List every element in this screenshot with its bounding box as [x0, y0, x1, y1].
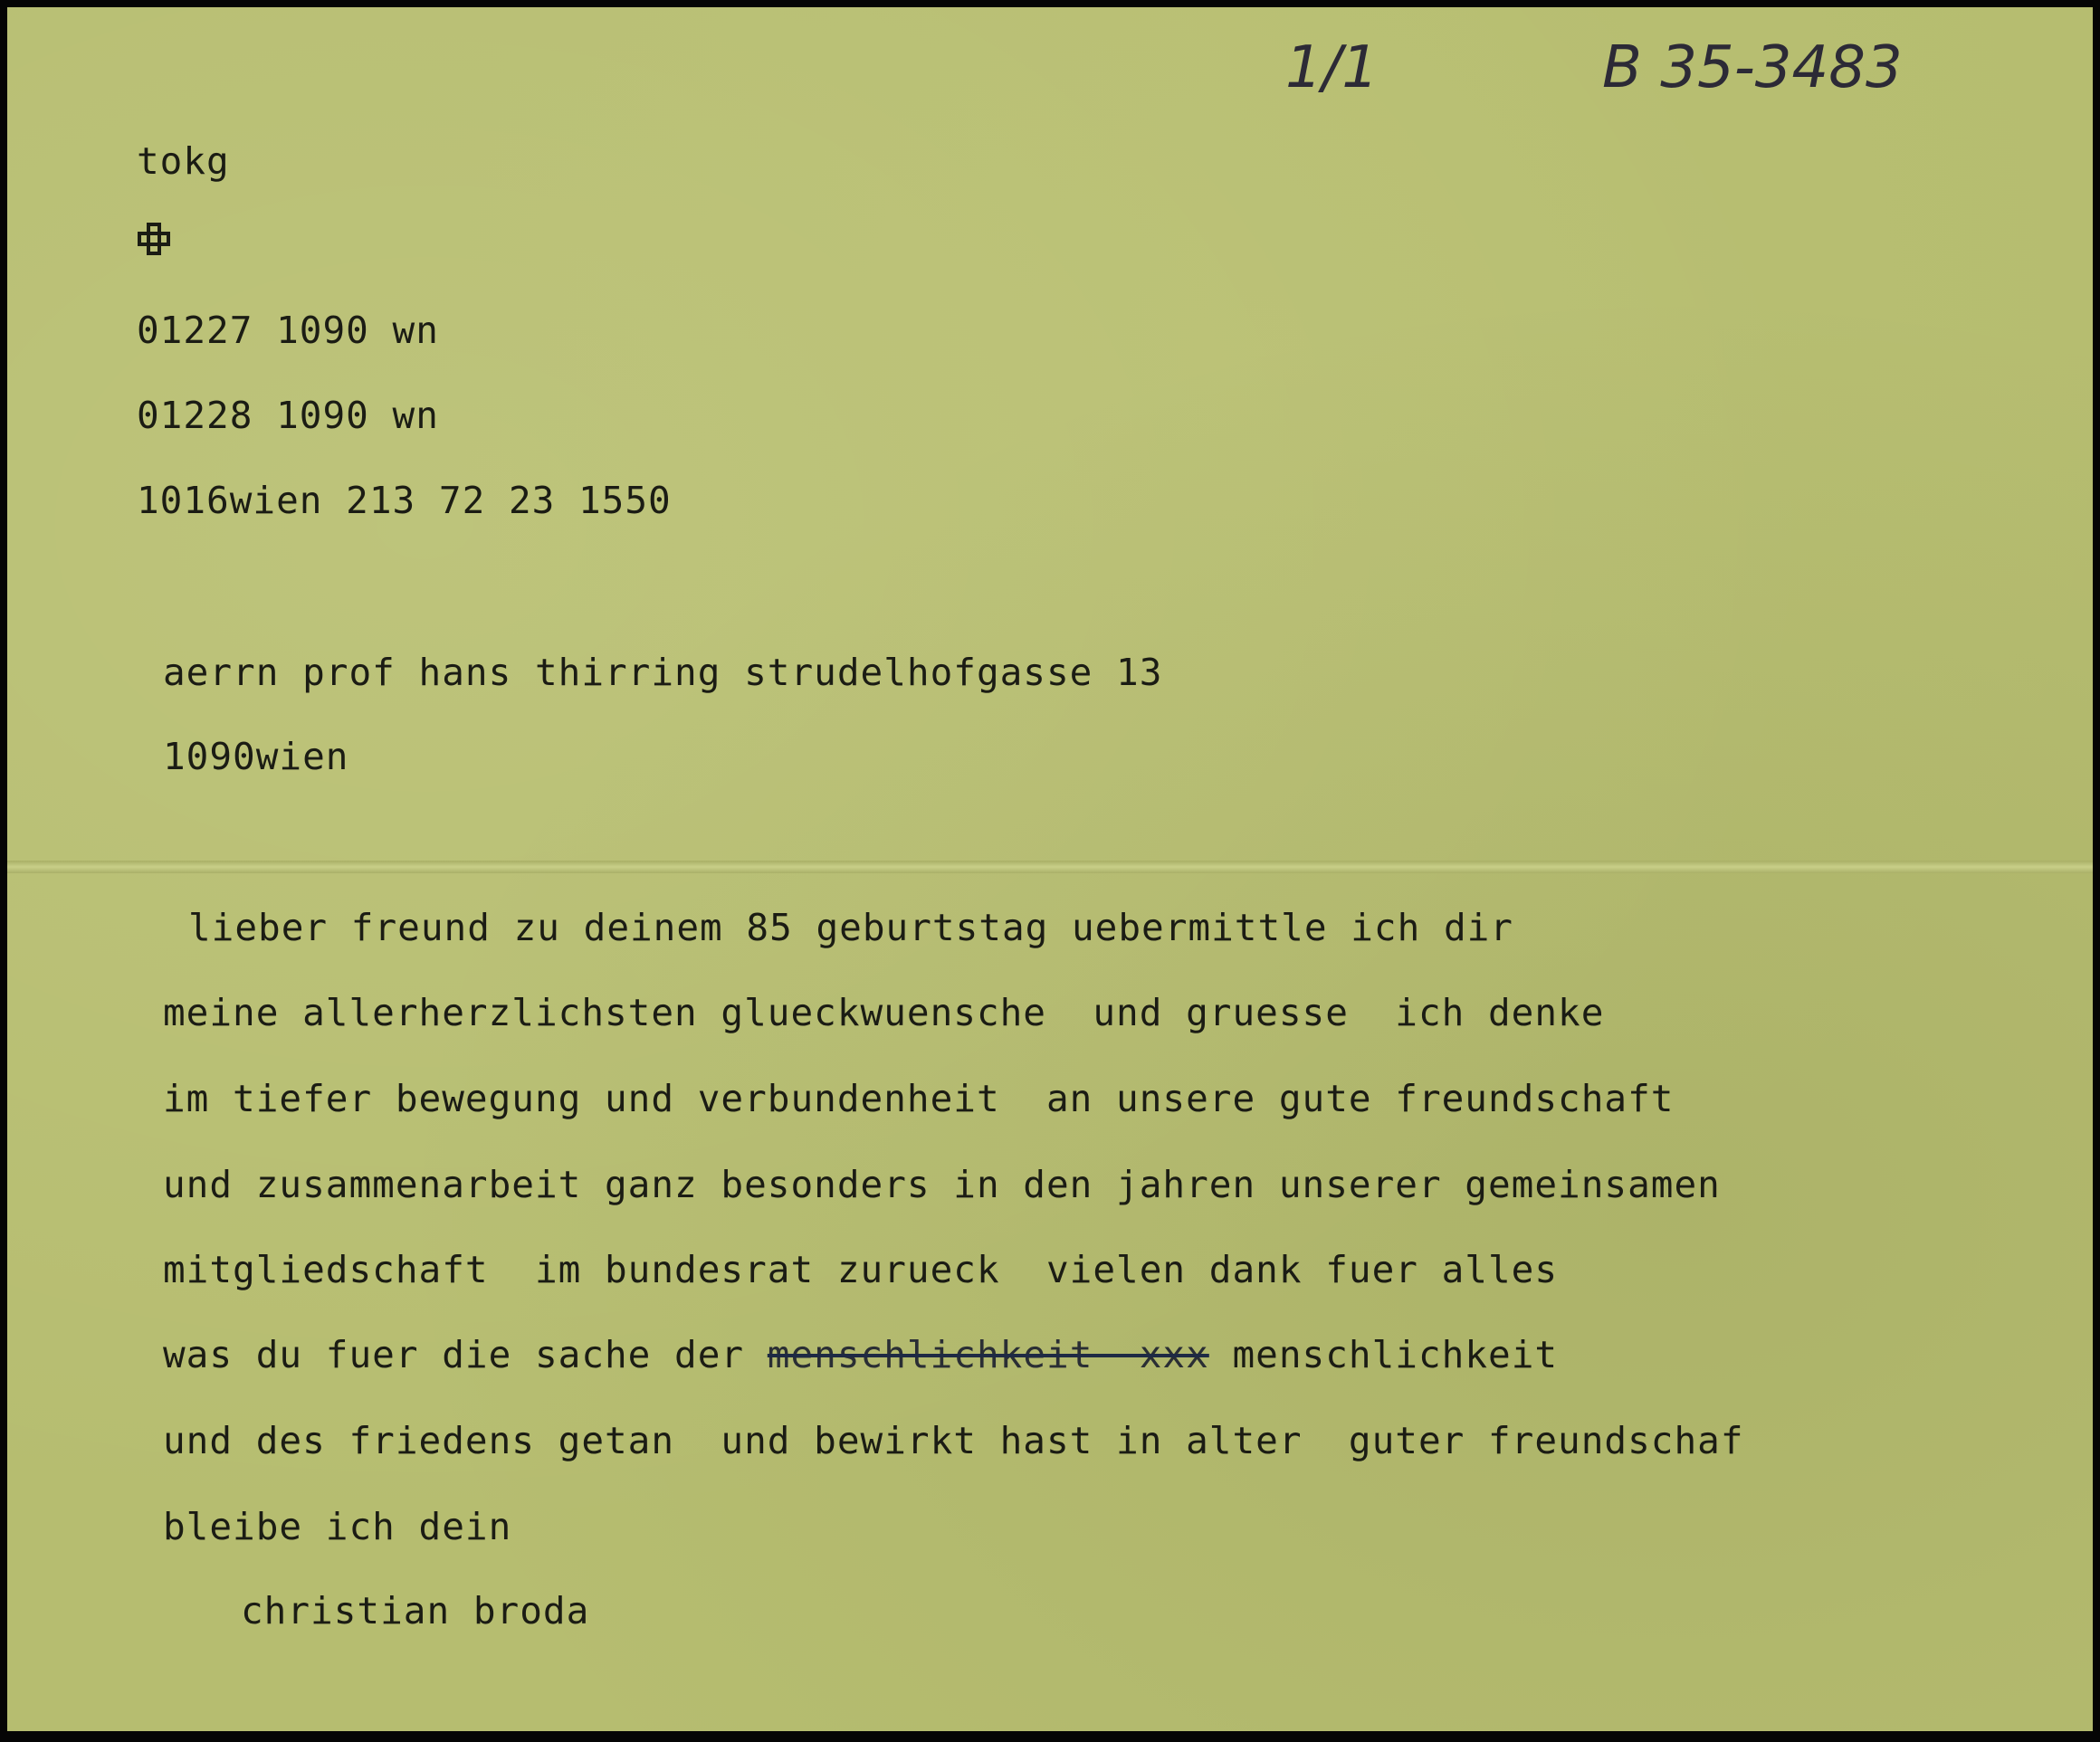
message-line-1: lieber freund zu deinem 85 geburtstag uebermittle ich dir [188, 906, 1513, 949]
telegram-sheet [7, 7, 2093, 1731]
paper-fold [7, 861, 2093, 873]
message-line-2: meine allerherzlichsten glueckwuensche und gruesse ich denke [163, 991, 1605, 1034]
message-line-7: und des friedens getan und bewirkt hast in alter guter freundschaf [163, 1419, 1744, 1462]
message-line-4: und zusammenarbeit ganz besonders in den jahren unserer gemeinsamen [163, 1163, 1721, 1206]
page-number-annotation: 1/1 [1285, 34, 1379, 101]
struck-text: menschlichkeit xxx [767, 1333, 1209, 1376]
message-line-6 [163, 1332, 1558, 1377]
message-line-3: im tiefer bewegung und verbundenheit an unsere gute freundschaft [163, 1077, 1675, 1120]
archive-number-annotation: B 35-3483 [1602, 34, 1903, 101]
routing-line-1: 01227 1090 wn [137, 309, 439, 352]
cross-mark-icon [136, 221, 172, 257]
recipient-name-line: aerrn prof hans thirring strudelhofgasse 13 [163, 651, 1163, 694]
routing-line-2: 01228 1090 wn [137, 394, 439, 437]
recipient-city-line: 1090wien [163, 735, 349, 778]
message-line-6-end: menschlichkeit [1208, 1333, 1559, 1376]
signature-line: christian broda [241, 1589, 590, 1633]
message-line-6-start: was du fuer die sache der [163, 1333, 768, 1376]
message-line-8: bleibe ich dein [163, 1505, 512, 1548]
service-code: tokg [137, 139, 230, 183]
message-line-5: mitgliedschaft im bundesrat zurueck vielen dank fuer alles [163, 1248, 1559, 1291]
origin-line: 1016wien 213 72 23 1550 [137, 479, 672, 522]
